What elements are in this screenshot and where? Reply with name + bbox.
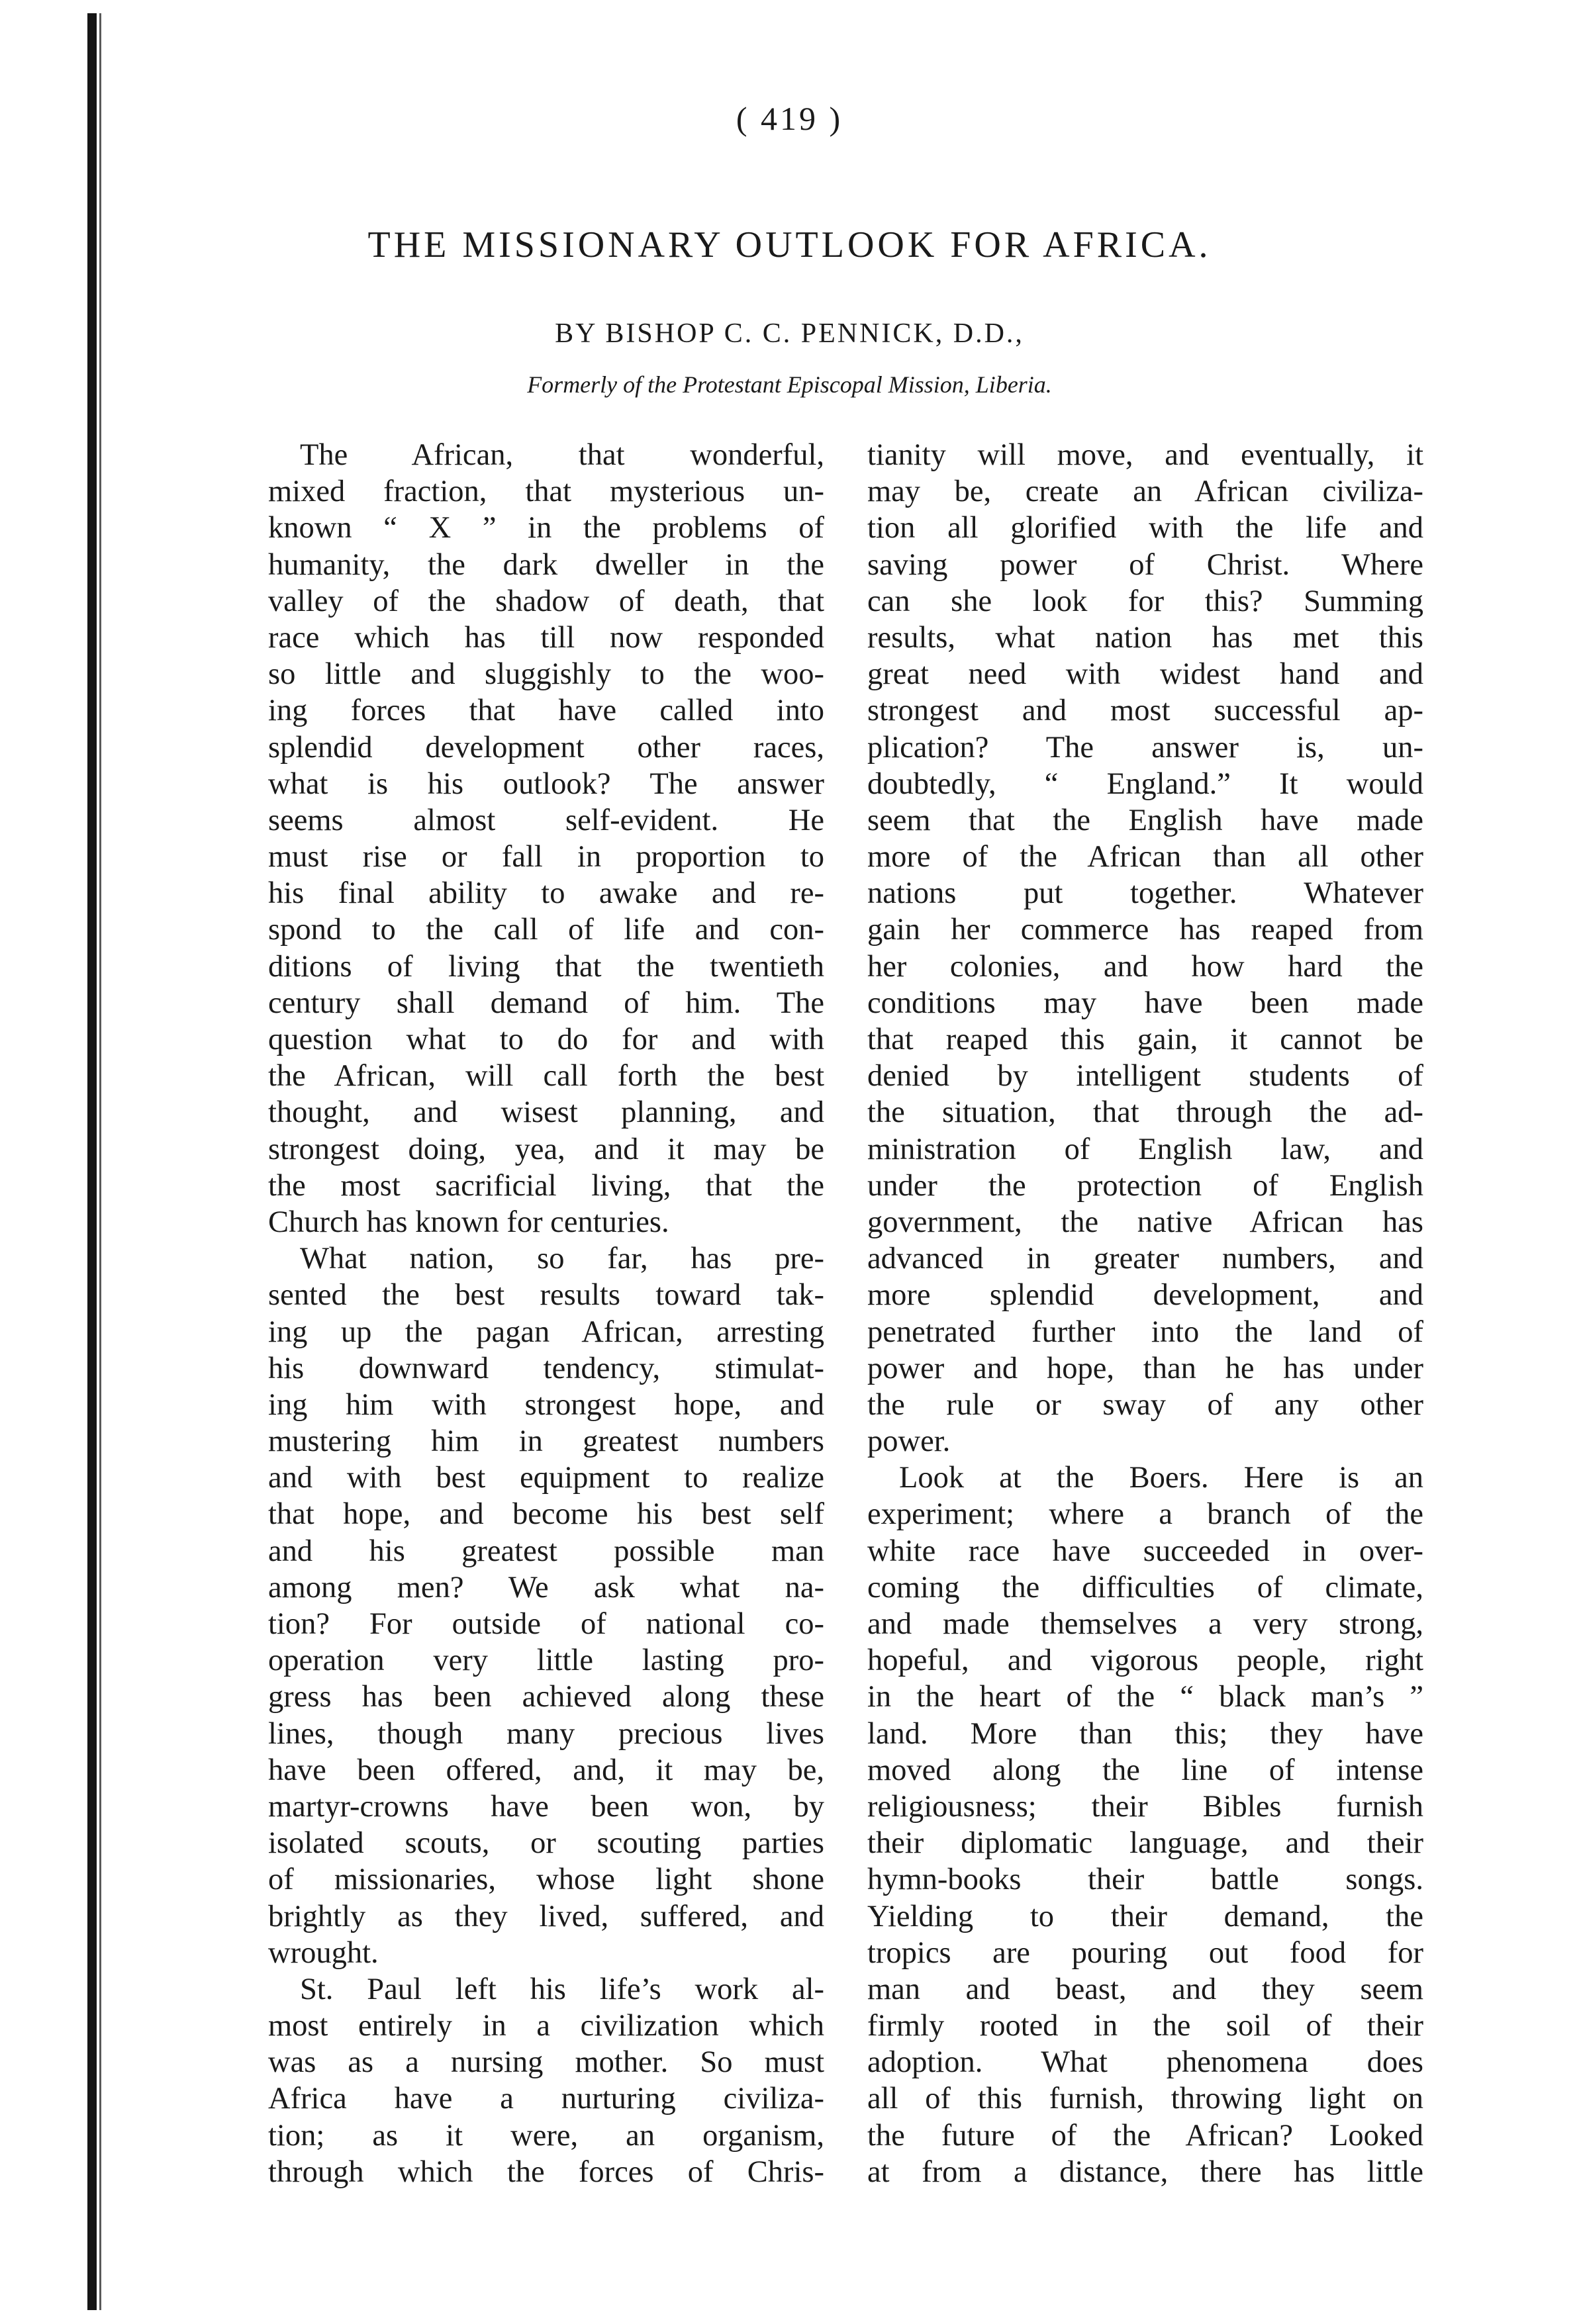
text-line: strongest and most successful ap- (867, 694, 1423, 728)
right-column (867, 437, 1423, 2190)
text-line: seem that the English have made (867, 803, 1423, 837)
text-line: have been offered, and, it may be, (268, 1753, 824, 1787)
text-line: great need with widest hand and (867, 657, 1423, 692)
text-line: Yielding to their demand, the (867, 1899, 1423, 1933)
text-line: century shall demand of him. The (268, 986, 824, 1020)
text-line: more splendid development, and (867, 1278, 1423, 1313)
text-line: and his greatest possible man (268, 1534, 824, 1568)
text-line: what is his outlook? The answer (268, 767, 824, 801)
text-line: was as a nursing mother. So must (268, 2045, 824, 2080)
text-line: Look at the Boers. Here is an (899, 1461, 1423, 1495)
text-line: the future of the African? Looked (867, 2118, 1423, 2153)
text-line: splendid development other races, (268, 730, 824, 765)
text-line: brightly as they lived, suffered, and (268, 1899, 824, 1933)
text-line: the African, will call forth the best (268, 1059, 824, 1093)
text-line: tion; as it were, an organism, (268, 2118, 824, 2153)
text-line: St. Paul left his life’s work al- (300, 1972, 824, 2006)
text-line: ministration of English law, and (867, 1132, 1423, 1166)
text-line: penetrated further into the land of (867, 1315, 1423, 1349)
text-line: that reaped this gain, it cannot be (867, 1023, 1423, 1056)
text-line: gain her commerce has reaped from (867, 913, 1423, 947)
text-line: tianity will move, and eventually, it (867, 438, 1423, 472)
text-line: valley of the shadow of death, that (268, 584, 824, 618)
binding-edge (87, 13, 97, 2310)
text-line: the most sacrificial living, that the (268, 1168, 824, 1203)
text-line: tropics are pouring out food for (867, 1935, 1423, 1970)
text-line: sented the best results toward tak- (268, 1278, 824, 1313)
text-line: religiousness; their Bibles furnish (867, 1789, 1423, 1824)
text-line: results, what nation has met this (867, 620, 1423, 655)
text-line: isolated scouts, or scouting parties (268, 1826, 824, 1861)
text-line: spond to the call of life and con- (268, 913, 824, 947)
text-line: tion? For outside of national co- (268, 1607, 824, 1641)
text-line: and made themselves a very strong, (867, 1607, 1423, 1641)
text-line: experiment; where a branch of the (867, 1497, 1423, 1532)
text-line: under the protection of English (867, 1168, 1423, 1203)
text-line: man and beast, and they seem (867, 1972, 1423, 2006)
text-line: question what to do for and with (268, 1023, 824, 1056)
text-line: wrought. (268, 1935, 379, 1970)
text-line: thought, and wisest planning, and (268, 1095, 824, 1130)
text-line: and with best equipment to realize (268, 1461, 824, 1495)
text-line: ditions of living that the twentieth (268, 949, 824, 984)
text-line: martyr-crowns have been won, by (268, 1789, 824, 1824)
text-line: tion all glorified with the life and (867, 511, 1423, 545)
text-line: doubtedly, “ England.” It would (867, 767, 1423, 801)
text-line: known “ X ” in the problems of (268, 511, 824, 545)
text-line: ing forces that have called into (268, 694, 824, 728)
text-line: most entirely in a civilization which (268, 2009, 824, 2043)
text-line: at from a distance, there has little (867, 2155, 1423, 2189)
text-line: white race have succeeded in over- (867, 1534, 1423, 1568)
text-line: operation very little lasting pro- (268, 1644, 824, 1678)
text-line: his final ability to awake and re- (268, 876, 824, 911)
text-line: hopeful, and vigorous people, right (867, 1644, 1423, 1678)
text-line: may be, create an African civiliza- (867, 475, 1423, 509)
text-line: The African, that wonderful, (300, 438, 824, 472)
text-line: Church has known for centuries. (268, 1205, 669, 1239)
text-line: that hope, and become his best self (268, 1497, 824, 1532)
text-line: race which has till now responded (268, 620, 824, 655)
text-line: their diplomatic language, and their (867, 1826, 1423, 1861)
text-line: conditions may have been made (867, 986, 1423, 1020)
text-line: coming the difficulties of climate, (867, 1570, 1423, 1604)
text-line: firmly rooted in the soil of their (867, 2009, 1423, 2043)
binding-edge-shadow (99, 13, 101, 2310)
text-line: power and hope, than he has under (867, 1351, 1423, 1385)
text-line: plication? The answer is, un- (867, 730, 1423, 765)
text-line: through which the forces of Chris- (268, 2155, 824, 2189)
text-line: can she look for this? Summing (867, 584, 1423, 618)
text-line: land. More than this; they have (867, 1716, 1423, 1751)
text-line: the situation, that through the ad- (867, 1095, 1423, 1130)
text-line: humanity, the dark dweller in the (268, 547, 824, 582)
text-line: saving power of Christ. Where (867, 547, 1423, 582)
text-line: more of the African than all other (867, 840, 1423, 874)
text-line: so little and sluggishly to the woo- (268, 657, 824, 692)
page-number: ( 419 ) (736, 100, 843, 137)
text-line: Africa have a nurturing civiliza- (268, 2082, 824, 2116)
text-line: ing up the pagan African, arresting (268, 1315, 824, 1349)
text-line: the rule or sway of any other (867, 1387, 1423, 1422)
text-line: adoption. What phenomena does (867, 2045, 1423, 2080)
left-column (268, 437, 824, 2190)
author-byline: BY BISHOP C. C. PENNICK, D.D., (555, 318, 1024, 349)
text-line: moved along the line of intense (867, 1753, 1423, 1787)
text-line: must rise or fall in proportion to (268, 840, 824, 874)
article-title: THE MISSIONARY OUTLOOK FOR AFRICA. (367, 224, 1212, 265)
text-line: of missionaries, whose light shone (268, 1863, 824, 1897)
text-line: nations put together. Whatever (867, 876, 1423, 911)
text-line: among men? We ask what na- (268, 1570, 824, 1604)
text-line: denied by intelligent students of (867, 1059, 1423, 1093)
text-line: his downward tendency, stimulat- (268, 1351, 824, 1385)
text-line: in the heart of the “ black man’s ” (867, 1680, 1423, 1714)
text-line: all of this furnish, throwing light on (867, 2082, 1423, 2116)
text-line: mixed fraction, that mysterious un- (268, 475, 824, 509)
text-line: strongest doing, yea, and it may be (268, 1132, 824, 1166)
text-line: gress has been achieved along these (268, 1680, 824, 1714)
text-line: hymn-books their battle songs. (867, 1863, 1423, 1897)
text-line: seems almost self-evident. He (268, 803, 824, 837)
text-line: mustering him in greatest numbers (268, 1424, 824, 1459)
text-line: power. (867, 1424, 951, 1459)
text-line: government, the native African has (867, 1205, 1423, 1239)
text-line: ing him with strongest hope, and (268, 1387, 824, 1422)
text-line: advanced in greater numbers, and (867, 1242, 1423, 1276)
author-affiliation: Formerly of the Protestant Episcopal Mission, Liberia. (527, 371, 1052, 398)
text-line: lines, though many precious lives (268, 1716, 824, 1751)
text-line: What nation, so far, has pre- (300, 1242, 824, 1276)
text-line: her colonies, and how hard the (867, 949, 1423, 984)
